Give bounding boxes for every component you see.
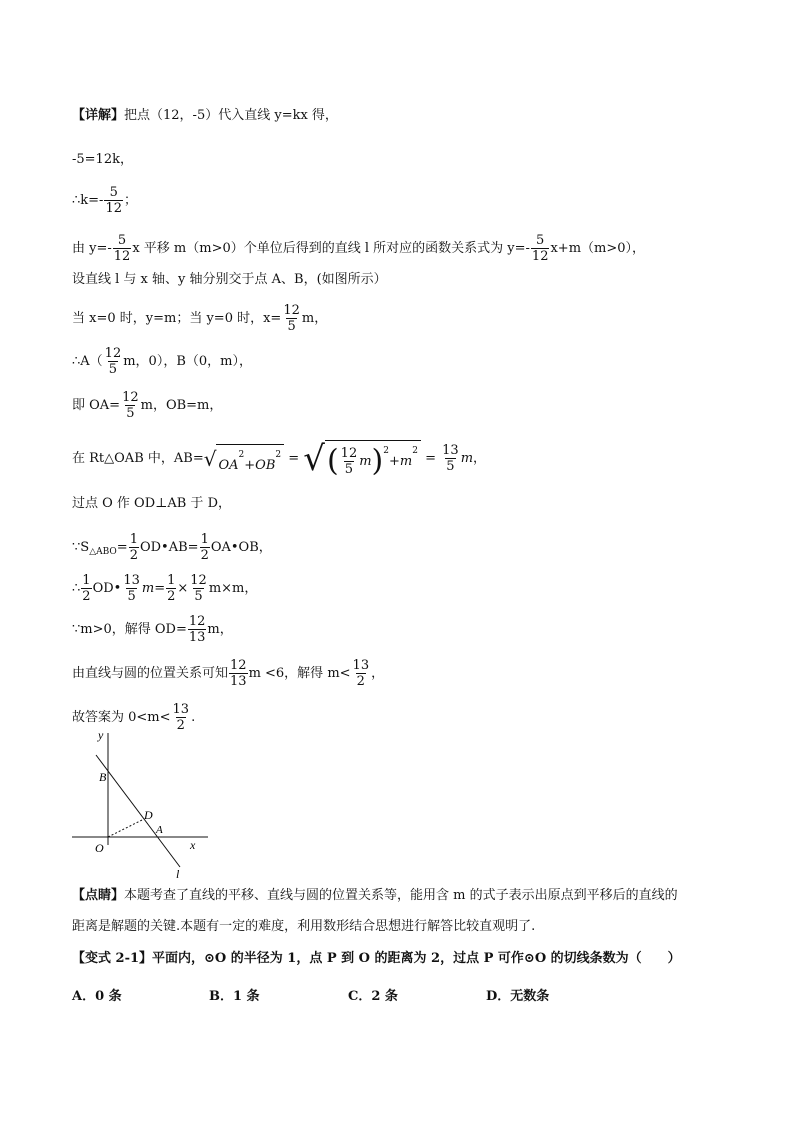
detail-line-1 xyxy=(72,108,338,124)
text: m xyxy=(399,454,413,469)
variant-question xyxy=(72,951,681,967)
numerator: 5 xyxy=(109,185,118,200)
fraction xyxy=(229,658,248,689)
text: OA•OB， xyxy=(210,540,272,555)
denominator: 12 xyxy=(105,201,122,216)
text: m，OB=m， xyxy=(140,398,223,413)
text: 由直线与圆的位置关系可知 xyxy=(72,666,229,681)
numerator: 12 xyxy=(122,390,139,405)
text: m×m， xyxy=(208,581,258,596)
variant-tag: 【变式 2-1】 xyxy=(72,951,153,966)
denominator: 2 xyxy=(129,548,138,563)
text: = xyxy=(420,451,441,466)
numerator: 5 xyxy=(117,233,127,248)
text: m，0），B（0，m）， xyxy=(123,354,252,369)
detail-line-6 xyxy=(72,303,327,334)
point-b-label: B xyxy=(99,770,107,784)
text: × xyxy=(177,581,189,596)
denominator: 2 xyxy=(200,548,209,563)
fraction xyxy=(129,532,139,563)
subscript: △ABO xyxy=(89,547,117,557)
text: ∴ xyxy=(72,581,81,596)
denominator: 5 xyxy=(126,406,135,421)
fraction xyxy=(113,233,132,264)
text: = xyxy=(154,581,166,596)
y-axis-label: y xyxy=(98,728,104,742)
comment-line-2: 距离是解题的关键.本题有一定的难度，利用数形结合思想进行解答比较直观明了. xyxy=(72,919,536,934)
numerator: 1 xyxy=(167,573,176,588)
text: = xyxy=(284,451,304,466)
fraction xyxy=(122,573,141,604)
text: ， xyxy=(473,451,487,466)
denominator: 5 xyxy=(194,589,203,604)
fraction xyxy=(352,658,371,689)
text: + xyxy=(244,457,256,473)
text: m xyxy=(141,581,155,596)
exponent: 2 xyxy=(412,446,418,456)
text: ∴k=- xyxy=(72,193,104,208)
detail-line-12 xyxy=(72,573,257,604)
denominator: 2 xyxy=(356,674,365,689)
text: OD• xyxy=(92,581,122,596)
numerator: 13 xyxy=(352,658,370,673)
variant-text: 平面内，⊙O 的半径为 1，点 P 到 O 的距离为 2，过点 P 可作⊙O 的切线条数为（ ） xyxy=(152,951,681,966)
text: OB xyxy=(255,457,276,473)
fraction xyxy=(282,303,301,334)
numerator: 12 xyxy=(104,346,122,361)
text: x+m（m>0）， xyxy=(550,241,646,256)
text: ； xyxy=(123,193,137,208)
fraction xyxy=(531,233,550,264)
text: ∵S xyxy=(72,540,90,555)
text: 在 Rt△OAB 中，AB= xyxy=(72,451,204,466)
text: OD•AB= xyxy=(139,540,199,555)
denominator: 2 xyxy=(82,589,91,604)
numerator: 5 xyxy=(536,233,545,248)
fraction xyxy=(81,573,91,604)
coordinate-figure xyxy=(60,725,220,880)
line-l-label: l xyxy=(176,867,180,880)
denominator: 13 xyxy=(230,674,247,689)
segment-od xyxy=(108,819,144,837)
denominator: 2 xyxy=(167,589,176,604)
denominator: 12 xyxy=(531,249,549,264)
line-l xyxy=(96,755,180,867)
denominator: 5 xyxy=(344,462,354,477)
point-d-label: D xyxy=(144,808,153,822)
choice-b: B．1 条 xyxy=(209,989,260,1004)
detail-line-4 xyxy=(72,233,645,264)
fraction xyxy=(166,573,176,604)
detail-line-2: -5=12k， xyxy=(72,152,133,167)
detail-heading: 【详解】 xyxy=(72,108,125,123)
fraction xyxy=(104,185,123,216)
text: ∴A（ xyxy=(72,354,103,369)
text: m， xyxy=(207,622,233,637)
numerator: 12 xyxy=(188,614,206,629)
detail-line-10: 过点 O 作 OD⊥AB 于 D， xyxy=(72,496,231,511)
comment-heading: 【点睛】 xyxy=(72,888,125,903)
numerator: 12 xyxy=(283,303,300,318)
text: m， xyxy=(301,311,328,326)
denominator: 13 xyxy=(188,630,206,645)
text: . xyxy=(191,710,196,725)
sqrt-expression: √ $OA^2+OB^2$ xyxy=(204,444,284,474)
denominator: 5 xyxy=(287,319,296,334)
numerator: 13 xyxy=(123,573,140,588)
text: 由 y=- xyxy=(72,241,112,256)
denominator: 5 xyxy=(108,362,118,377)
text: x 平移 m（m>0）个单位后得到的直线 l 所对应的函数关系式为 y=- xyxy=(132,241,530,256)
numerator: 12 xyxy=(190,573,207,588)
numerator: 12 xyxy=(340,446,358,461)
numerator: 13 xyxy=(442,443,459,458)
text: 当 x=0 时，y=m；当 y=0 时，x= xyxy=(72,311,282,326)
numerator: 12 xyxy=(230,658,247,673)
fraction xyxy=(104,346,123,377)
comment-line-1 xyxy=(72,888,678,904)
x-axis-label: x xyxy=(190,838,196,852)
point-a-label: A xyxy=(156,824,163,836)
fraction xyxy=(189,573,208,604)
fraction xyxy=(121,390,140,421)
text: = xyxy=(116,540,128,555)
detail-line-9 xyxy=(72,440,486,477)
choice-c: C．2 条 xyxy=(348,989,398,1004)
text: ， xyxy=(371,666,385,681)
text: OA xyxy=(218,457,239,473)
exponent: 2 xyxy=(383,446,389,456)
detail-line-3 xyxy=(72,185,137,216)
exponent: 2 xyxy=(275,449,282,460)
choice-d: D．无数条 xyxy=(486,989,550,1004)
denominator: 2 xyxy=(176,718,185,733)
exponent: 2 xyxy=(238,449,245,460)
fraction xyxy=(441,443,460,474)
detail-line-8 xyxy=(72,390,222,421)
text: m xyxy=(460,451,474,466)
detail-line-13 xyxy=(72,614,233,645)
text: ∵m>0，解得 OD= xyxy=(72,622,187,637)
denominator: 5 xyxy=(127,589,136,604)
text: 即 OA= xyxy=(72,398,121,413)
text: 故答案为 0<m< xyxy=(72,710,171,725)
detail-line-7 xyxy=(72,346,252,377)
choice-a: A．0 条 xyxy=(72,989,122,1004)
text: + xyxy=(389,454,400,469)
detail-line-11 xyxy=(72,532,272,563)
detail-line-14 xyxy=(72,658,384,689)
comment-text: 本题考查了直线的平移、直线与圆的位置关系等，能用含 m 的式子表示出原点到平移后的直线的 xyxy=(124,888,678,903)
fraction xyxy=(340,446,359,477)
point-o-label: O xyxy=(95,841,104,855)
denominator: 5 xyxy=(446,459,455,474)
denominator: 12 xyxy=(113,249,131,264)
numerator: 1 xyxy=(82,573,91,588)
detail-text: 把点（12，-5）代入直线 y=kx 得， xyxy=(124,108,338,123)
sqrt-expression: √ ( $\frac{12}{5}$ $m)^2+m^2$ xyxy=(303,440,421,477)
numerator: 13 xyxy=(172,702,190,717)
detail-line-5: 设直线 l 与 x 轴、y 轴分别交于点 A、B，(如图所示） xyxy=(72,272,387,287)
text: m xyxy=(359,454,372,469)
fraction xyxy=(188,614,207,645)
text: m <6，解得 m< xyxy=(248,666,351,681)
numerator: 1 xyxy=(200,532,209,547)
numerator: 1 xyxy=(129,532,138,547)
fraction xyxy=(200,532,210,563)
